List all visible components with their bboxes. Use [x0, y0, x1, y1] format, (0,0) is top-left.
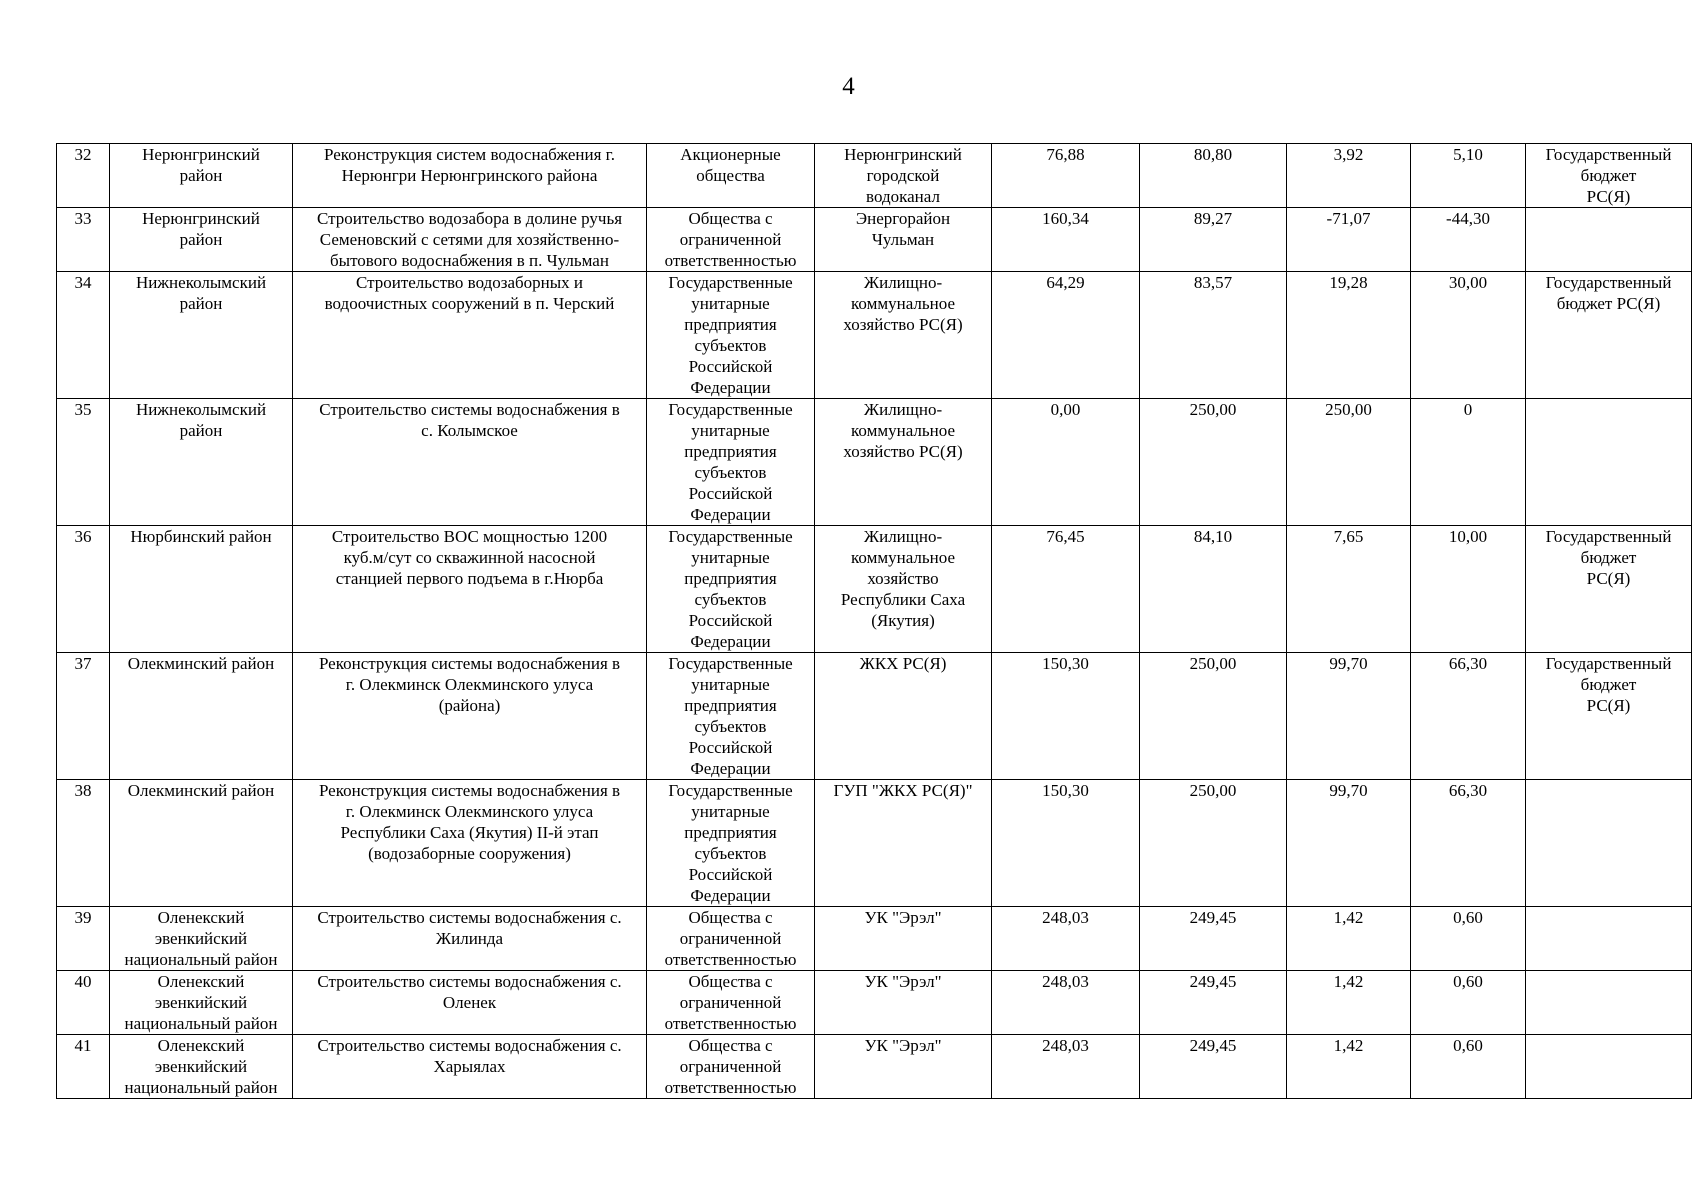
cell-project-text: Строительство ВОС мощностью 1200 куб.м/сут со скважинной насосной станцией первого подъема в г.Нюрба [331, 527, 608, 588]
cell-district [110, 526, 293, 653]
cell-value-2-text: 249,45 [1189, 1036, 1237, 1055]
cell-funding-source [1526, 653, 1692, 780]
cell-organization [815, 208, 992, 272]
cell-value-3-text: 250,00 [1325, 400, 1372, 419]
cell-value-1-text: 248,03 [1042, 1036, 1089, 1055]
cell-value-1-text: 248,03 [1042, 972, 1089, 991]
cell-value-4 [1411, 144, 1526, 208]
cell-project-text: Строительство водозабора в долине ручья Семеновский с сетями для хозяйственно- бытового водоснабжения в п. Чульман [316, 209, 623, 270]
cell-value-4-text: 0 [1463, 400, 1473, 419]
cell-funding-source-text: Государственный бюджет РС(Я) [1545, 145, 1672, 206]
table-row [57, 653, 1692, 780]
cell-value-3-text: 1,42 [1333, 1036, 1364, 1055]
cell-legal-form [647, 1035, 815, 1099]
cell-district [110, 399, 293, 526]
cell-organization [815, 144, 992, 208]
cell-number-text: 39 [74, 908, 92, 927]
cell-district [110, 653, 293, 780]
cell-value-3 [1287, 780, 1411, 907]
cell-value-1-text: 160,34 [1042, 209, 1089, 228]
cell-organization [815, 780, 992, 907]
cell-value-4-text: 0,60 [1453, 972, 1483, 991]
cell-value-1 [992, 971, 1140, 1035]
cell-district-text: Нерюнгринский район [142, 209, 260, 249]
cell-organization-text: УК "Эрэл" [864, 1036, 942, 1055]
cell-number [57, 971, 110, 1035]
cell-funding-source-text: Государственный бюджет РС(Я) [1545, 273, 1672, 313]
projects-table [56, 143, 1692, 1099]
cell-value-2 [1140, 208, 1287, 272]
cell-value-1 [992, 399, 1140, 526]
cell-project [293, 1035, 647, 1099]
cell-value-3-text: 99,70 [1329, 654, 1368, 673]
cell-value-3-text: -71,07 [1326, 209, 1371, 228]
cell-value-3 [1287, 1035, 1411, 1099]
cell-value-2 [1140, 780, 1287, 907]
cell-funding-source [1526, 971, 1692, 1035]
cell-legal-form-text: Общества с ограниченной ответственностью [664, 972, 797, 1033]
cell-number [57, 907, 110, 971]
cell-value-1-text: 150,30 [1042, 654, 1089, 673]
cell-legal-form-text: Государственные унитарные предприятия субъектов Российской Федерации [668, 273, 793, 397]
cell-value-4-text: -44,30 [1446, 209, 1490, 228]
cell-legal-form-text: Государственные унитарные предприятия субъектов Российской Федерации [668, 527, 793, 651]
cell-organization-text: Жилищно- коммунальное хозяйство РС(Я) [843, 273, 963, 334]
cell-value-2 [1140, 971, 1287, 1035]
cell-number-text: 41 [74, 1036, 92, 1055]
cell-value-1 [992, 208, 1140, 272]
cell-value-4 [1411, 653, 1526, 780]
cell-district-text: Оленекский эвенкийский национальный район [124, 972, 278, 1033]
cell-organization [815, 272, 992, 399]
cell-organization [815, 971, 992, 1035]
cell-district [110, 971, 293, 1035]
cell-value-2 [1140, 526, 1287, 653]
cell-value-2-text: 249,45 [1189, 972, 1237, 991]
cell-project-text: Строительство водозаборных и водоочистных сооружений в п. Черский [324, 273, 615, 313]
cell-project-text: Строительство системы водоснабжения с. Жилинда [317, 908, 622, 948]
cell-organization-text: Жилищно- коммунальное хозяйство Республики Саха (Якутия) [840, 527, 966, 630]
cell-project [293, 144, 647, 208]
cell-number [57, 399, 110, 526]
cell-legal-form-text: Общества с ограниченной ответственностью [664, 1036, 797, 1097]
cell-value-2-text: 89,27 [1193, 209, 1233, 228]
cell-organization [815, 399, 992, 526]
cell-value-2 [1140, 144, 1287, 208]
cell-number [57, 653, 110, 780]
cell-value-2-text: 250,00 [1189, 400, 1237, 419]
cell-value-2-text: 250,00 [1189, 781, 1237, 800]
cell-legal-form-text: Государственные унитарные предприятия субъектов Российской Федерации [668, 400, 793, 524]
cell-number-text: 38 [74, 781, 92, 800]
cell-funding-source [1526, 208, 1692, 272]
cell-funding-source [1526, 399, 1692, 526]
cell-value-4 [1411, 1035, 1526, 1099]
cell-value-2-text: 83,57 [1193, 273, 1233, 292]
cell-value-1 [992, 653, 1140, 780]
table-row [57, 780, 1692, 907]
cell-organization-text: ГУП "ЖКХ РС(Я)" [833, 781, 973, 800]
cell-district [110, 208, 293, 272]
cell-organization [815, 907, 992, 971]
table-row [57, 907, 1692, 971]
cell-value-3 [1287, 907, 1411, 971]
cell-district [110, 272, 293, 399]
cell-project [293, 208, 647, 272]
cell-district-text: Нижнеколымский район [135, 273, 267, 313]
cell-number [57, 144, 110, 208]
cell-value-4 [1411, 780, 1526, 907]
cell-number-text: 32 [74, 145, 92, 164]
cell-organization-text: Жилищно- коммунальное хозяйство РС(Я) [843, 400, 963, 461]
table-row [57, 526, 1692, 653]
cell-value-3-text: 1,42 [1333, 972, 1364, 991]
cell-value-4-text: 66,30 [1448, 781, 1488, 800]
cell-project [293, 526, 647, 653]
cell-value-4 [1411, 208, 1526, 272]
cell-organization [815, 1035, 992, 1099]
cell-value-4 [1411, 399, 1526, 526]
cell-funding-source [1526, 272, 1692, 399]
cell-number-text: 33 [74, 209, 92, 228]
cell-organization-text: УК "Эрэл" [864, 972, 942, 991]
cell-value-2 [1140, 1035, 1287, 1099]
cell-value-1-text: 248,03 [1042, 908, 1089, 927]
cell-value-4-text: 0,60 [1453, 908, 1483, 927]
cell-organization-text: Нерюнгринский городской водоканал [844, 145, 962, 206]
cell-funding-source [1526, 526, 1692, 653]
cell-value-1 [992, 272, 1140, 399]
cell-project [293, 399, 647, 526]
cell-value-3-text: 1,42 [1333, 908, 1364, 927]
cell-district-text: Оленекский эвенкийский национальный район [124, 1036, 278, 1097]
cell-value-2 [1140, 272, 1287, 399]
cell-value-4-text: 30,00 [1448, 273, 1488, 292]
table-row [57, 272, 1692, 399]
table-row [57, 1035, 1692, 1099]
cell-legal-form-text: Общества с ограниченной ответственностью [664, 209, 797, 270]
cell-legal-form-text: Общества с ограниченной ответственностью [664, 908, 797, 969]
cell-number-text: 40 [74, 972, 92, 991]
cell-legal-form [647, 399, 815, 526]
cell-legal-form-text: Государственные унитарные предприятия субъектов Российской Федерации [668, 781, 793, 905]
cell-number [57, 526, 110, 653]
cell-district [110, 144, 293, 208]
table-body [57, 144, 1692, 1099]
cell-legal-form-text: Акционерные общества [680, 145, 781, 185]
cell-value-3 [1287, 208, 1411, 272]
cell-value-3 [1287, 144, 1411, 208]
cell-value-2-text: 249,45 [1189, 908, 1237, 927]
cell-number [57, 1035, 110, 1099]
table-row [57, 144, 1692, 208]
cell-legal-form [647, 526, 815, 653]
cell-organization [815, 526, 992, 653]
cell-funding-source [1526, 907, 1692, 971]
cell-district [110, 1035, 293, 1099]
cell-district-text: Олекминский район [127, 654, 275, 673]
cell-value-1-text: 150,30 [1042, 781, 1089, 800]
cell-funding-source-text: Государственный бюджет РС(Я) [1545, 527, 1672, 588]
cell-number-text: 36 [74, 527, 92, 546]
cell-value-4-text: 66,30 [1448, 654, 1488, 673]
cell-organization-text: ЖКХ РС(Я) [859, 654, 947, 673]
table-row [57, 971, 1692, 1035]
cell-value-4-text: 10,00 [1448, 527, 1488, 546]
cell-legal-form [647, 907, 815, 971]
cell-value-3 [1287, 399, 1411, 526]
cell-district-text: Нюрбинский район [130, 527, 272, 546]
cell-value-1-text: 0,00 [1050, 400, 1081, 419]
cell-value-1-text: 76,45 [1046, 527, 1085, 546]
cell-value-3-text: 7,65 [1333, 527, 1364, 546]
cell-value-2-text: 84,10 [1193, 527, 1233, 546]
cell-value-1-text: 76,88 [1046, 145, 1085, 164]
cell-project-text: Реконструкция системы водоснабжения в г. Олекминск Олекминского улуса (района) [318, 654, 621, 715]
cell-organization [815, 653, 992, 780]
cell-legal-form [647, 780, 815, 907]
cell-value-2-text: 80,80 [1193, 145, 1233, 164]
cell-value-4 [1411, 907, 1526, 971]
cell-district-text: Нерюнгринский район [142, 145, 260, 185]
cell-project [293, 653, 647, 780]
cell-district [110, 907, 293, 971]
cell-value-1 [992, 907, 1140, 971]
cell-value-4 [1411, 971, 1526, 1035]
cell-funding-source-text: Государственный бюджет РС(Я) [1545, 654, 1672, 715]
page-number: 4 [842, 73, 855, 100]
cell-legal-form [647, 971, 815, 1035]
cell-value-3 [1287, 653, 1411, 780]
cell-number-text: 35 [74, 400, 92, 419]
table-row [57, 208, 1692, 272]
cell-value-4-text: 0,60 [1453, 1036, 1483, 1055]
cell-value-4 [1411, 526, 1526, 653]
cell-funding-source [1526, 780, 1692, 907]
cell-legal-form [647, 272, 815, 399]
cell-project-text: Реконструкция систем водоснабжения г. Нерюнгри Нерюнгринского района [324, 145, 615, 185]
cell-legal-form-text: Государственные унитарные предприятия субъектов Российской Федерации [668, 654, 793, 778]
cell-number [57, 272, 110, 399]
cell-value-4-text: 5,10 [1453, 145, 1483, 164]
cell-district-text: Нижнеколымский район [135, 400, 267, 440]
cell-value-3 [1287, 971, 1411, 1035]
cell-legal-form [647, 653, 815, 780]
cell-project-text: Реконструкция системы водоснабжения в г. Олекминск Олекминского улуса Республики Саха (Якутия) II-й этап (водозаборные сооружения) [318, 781, 621, 863]
cell-project [293, 971, 647, 1035]
cell-value-1 [992, 780, 1140, 907]
cell-number [57, 208, 110, 272]
table-row [57, 399, 1692, 526]
cell-value-2 [1140, 399, 1287, 526]
cell-value-2-text: 250,00 [1189, 654, 1237, 673]
cell-district [110, 780, 293, 907]
cell-project [293, 272, 647, 399]
cell-legal-form [647, 144, 815, 208]
cell-organization-text: УК "Эрэл" [864, 908, 942, 927]
cell-district-text: Оленекский эвенкийский национальный район [124, 908, 278, 969]
cell-value-3-text: 3,92 [1333, 145, 1364, 164]
cell-project [293, 907, 647, 971]
cell-value-1 [992, 526, 1140, 653]
cell-number-text: 34 [74, 273, 92, 292]
cell-value-1 [992, 1035, 1140, 1099]
cell-project-text: Строительство системы водоснабжения с. Харыялах [317, 1036, 622, 1076]
cell-value-2 [1140, 653, 1287, 780]
cell-value-3-text: 99,70 [1329, 781, 1368, 800]
cell-value-3 [1287, 272, 1411, 399]
cell-project [293, 780, 647, 907]
cell-district-text: Олекминский район [127, 781, 275, 800]
cell-number [57, 780, 110, 907]
cell-value-1 [992, 144, 1140, 208]
cell-value-4 [1411, 272, 1526, 399]
cell-value-2 [1140, 907, 1287, 971]
cell-funding-source [1526, 144, 1692, 208]
cell-legal-form [647, 208, 815, 272]
cell-funding-source [1526, 1035, 1692, 1099]
cell-project-text: Строительство системы водоснабжения с. Оленек [317, 972, 622, 1012]
cell-value-1-text: 64,29 [1046, 273, 1085, 292]
cell-value-3 [1287, 526, 1411, 653]
cell-organization-text: Энергорайон Чульман [855, 209, 951, 249]
cell-number-text: 37 [74, 654, 92, 673]
cell-value-3-text: 19,28 [1329, 273, 1368, 292]
cell-project-text: Строительство системы водоснабжения в с. Колымское [319, 400, 620, 440]
